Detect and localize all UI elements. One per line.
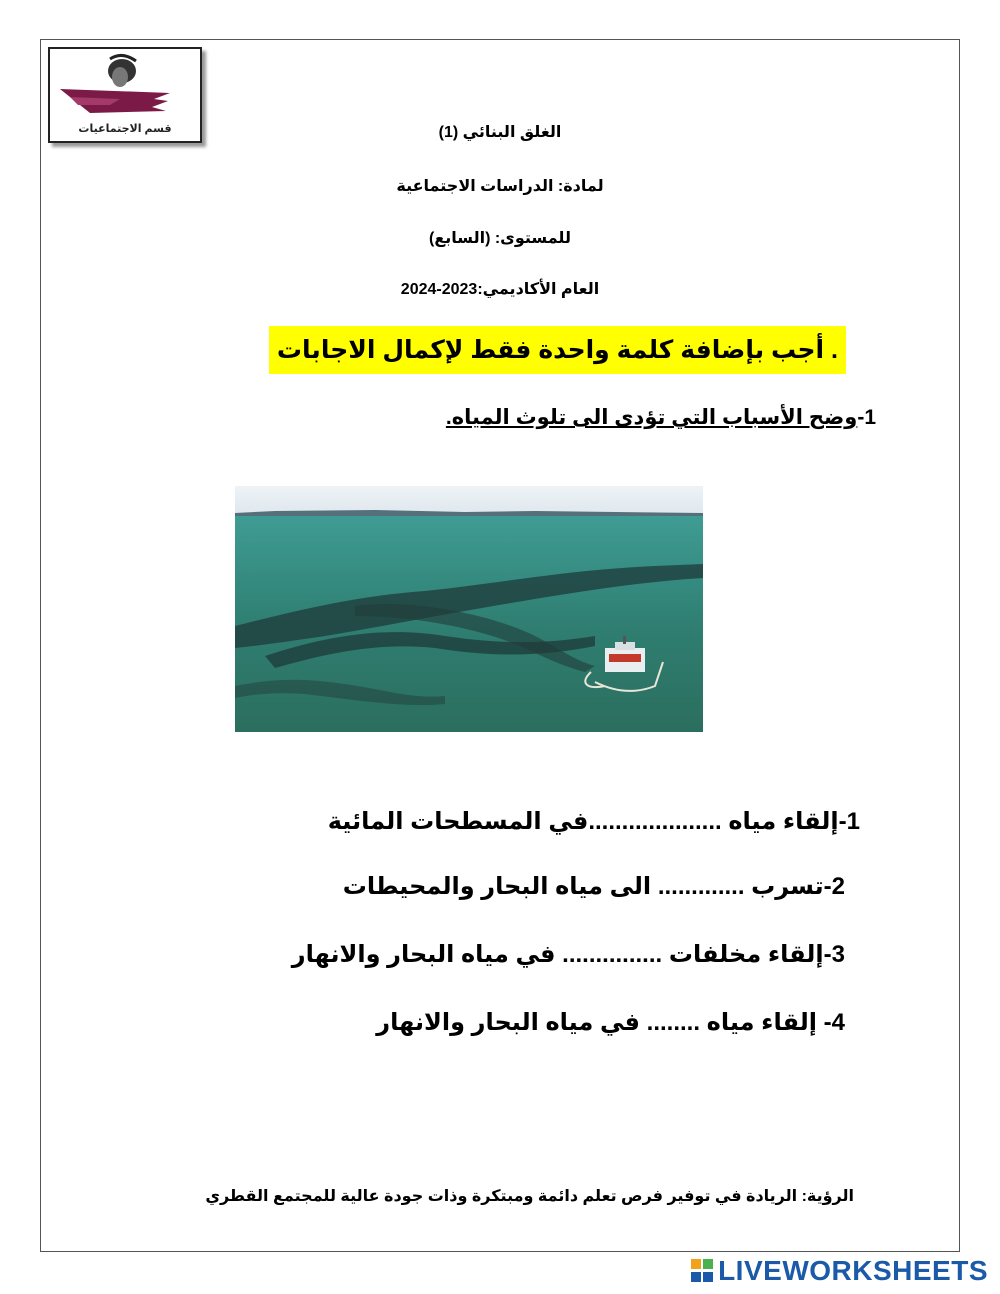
answer-line-1: 1-إلقاء مياه ....................في المسطحات المائية [327, 808, 860, 835]
liveworksheets-logo-icon [690, 1258, 714, 1284]
answer-line-2: 2-تسرب ............. الى مياه البحار والمحيطات [342, 873, 845, 900]
instruction-banner: . أجب بإضافة كلمة واحدة فقط لإكمال الاجابات [269, 326, 846, 374]
brand-name: LIVEWORKSHEETS [718, 1255, 988, 1286]
oil-spill-photo [235, 486, 703, 732]
page-title: الغلق البنائي (1) [438, 124, 562, 141]
subject-line: لمادة: الدراسات الاجتماعية [396, 178, 604, 195]
academic-year-line: العام الأكاديمي:2023-2024 [400, 281, 600, 298]
liveworksheets-brand[interactable] [690, 1256, 988, 1286]
vision-statement: الرؤية: الريادة في توفير فرص تعلم دائمة ومبتكرة وذات جودة عالية للمجتمع القطري [205, 1188, 854, 1205]
answer-line-3: 3-إلقاء مخلفات ............... في مياه البحار والانهار [291, 941, 845, 968]
answer-line-4: 4- إلقاء مياه ........ في مياه البحار والانهار [376, 1009, 845, 1036]
level-line: للمستوى: (السابع) [429, 230, 571, 247]
question-text: وضح الأسباب التي تؤدى الى تلوث المياه. [445, 406, 858, 429]
logo-caption: قسم الاجتماعيات [78, 123, 172, 135]
question-1 [446, 405, 876, 430]
question-number: 1- [857, 406, 876, 429]
